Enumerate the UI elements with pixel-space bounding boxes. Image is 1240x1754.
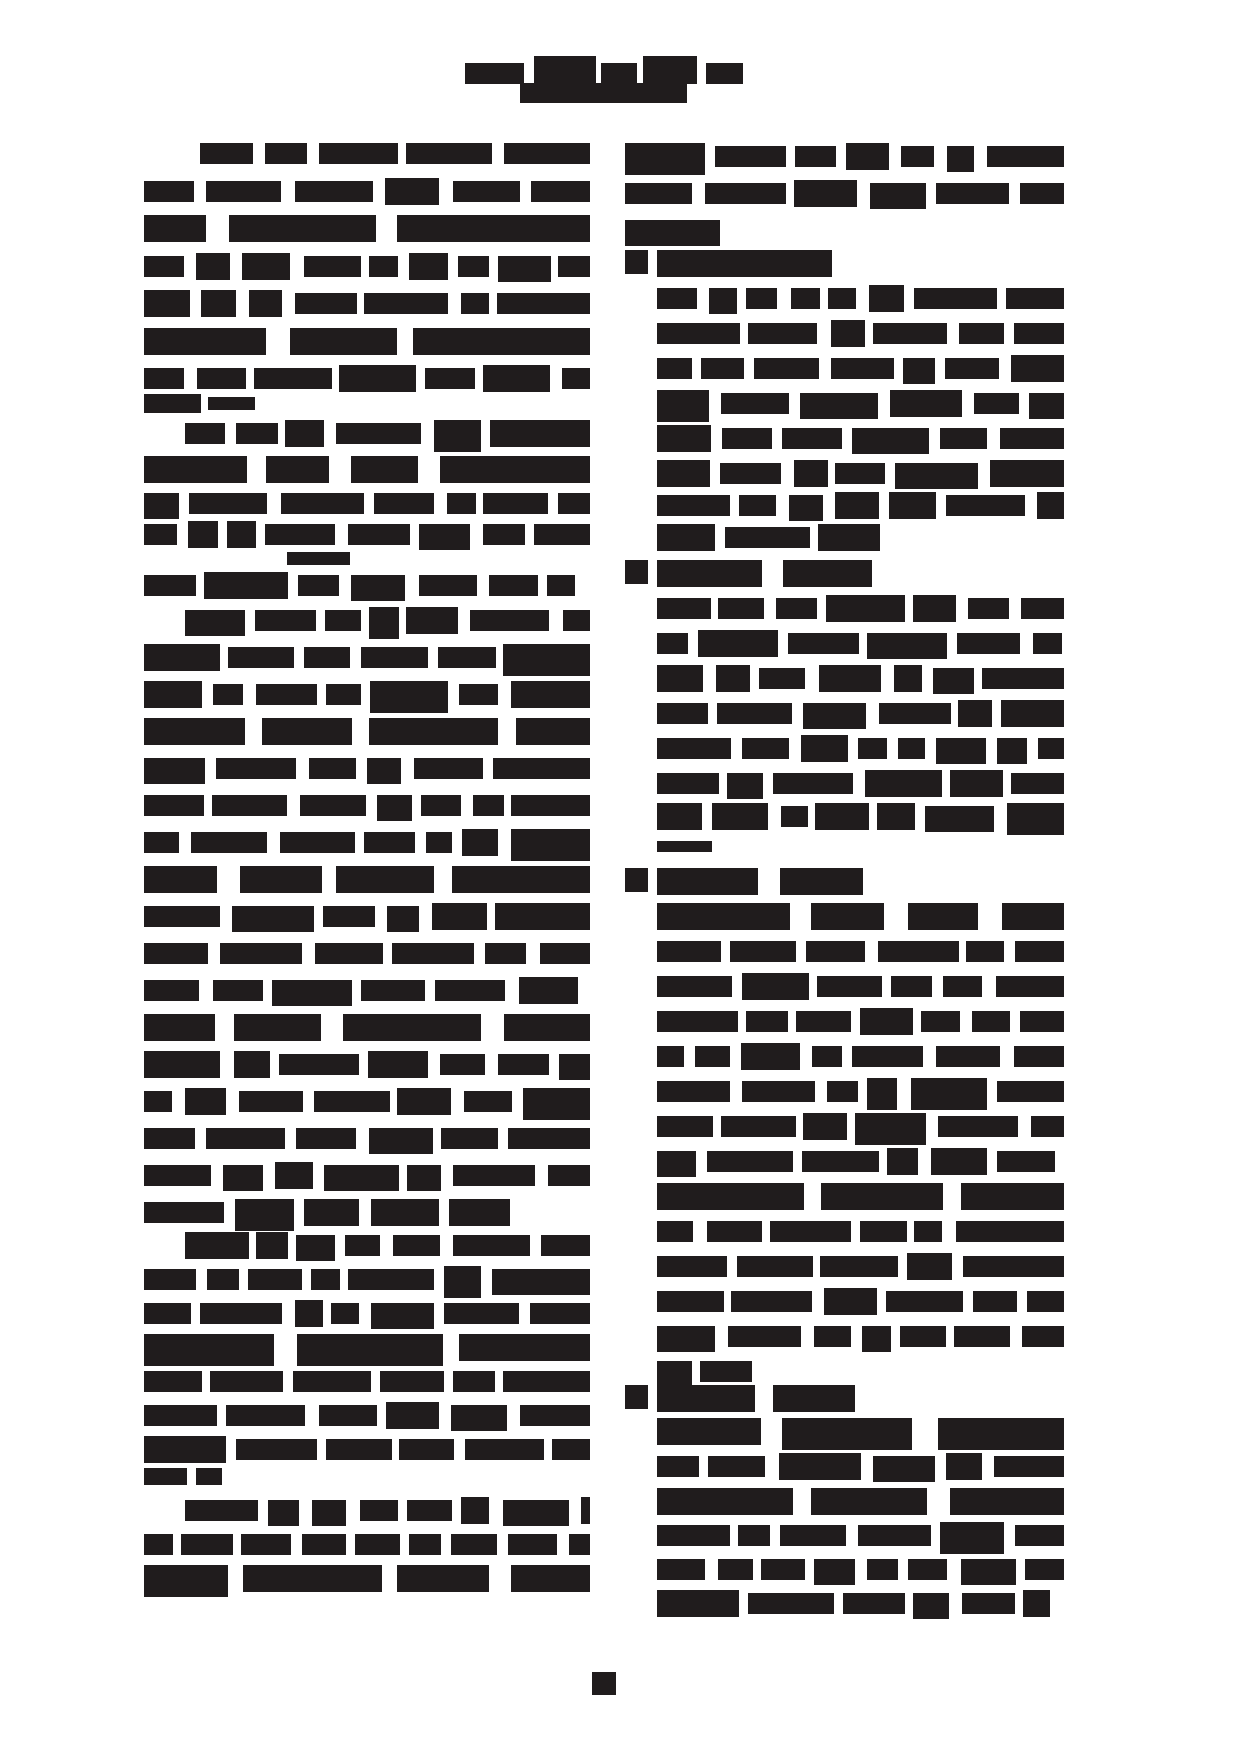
redacted-page-number (592, 1672, 616, 1695)
redaction-ink (592, 1672, 616, 1695)
